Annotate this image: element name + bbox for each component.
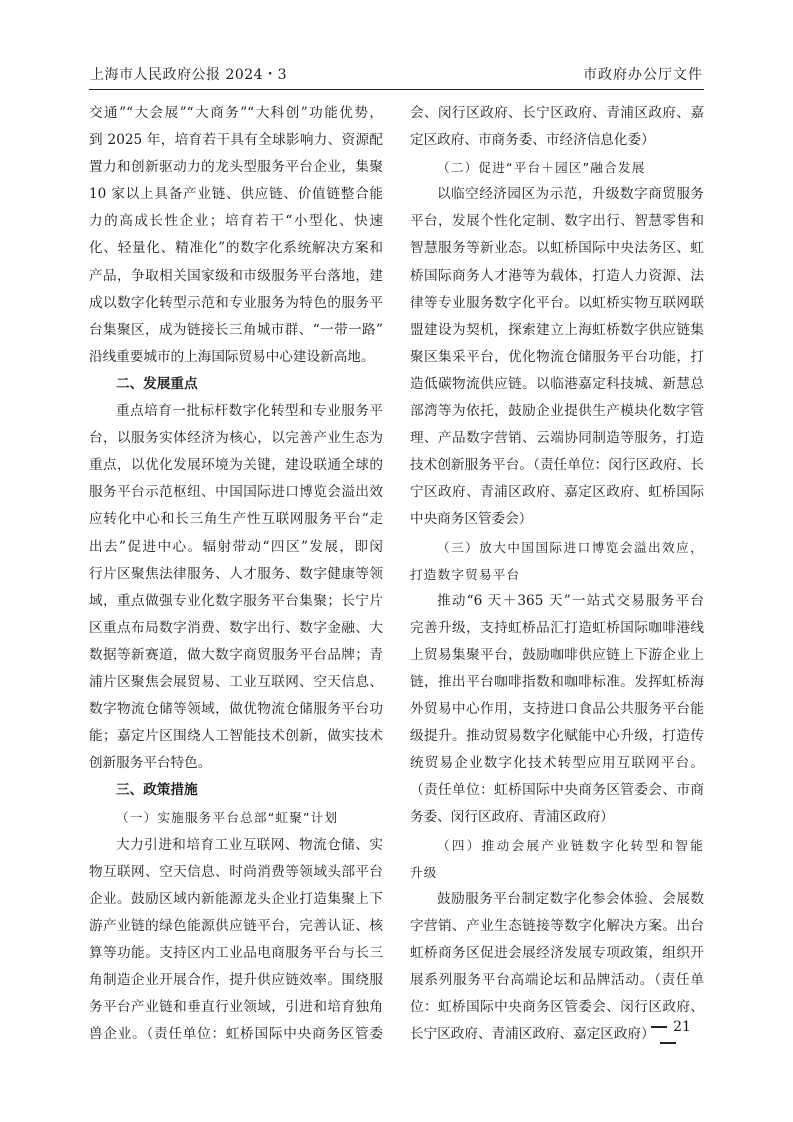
paragraph-first-line: 推动“6 天＋365 天”一站式交易服务平台 <box>437 592 704 609</box>
running-header <box>90 64 703 88</box>
text-line: 链，推出平台咖啡指数和咖啡标准。发挥虹桥海 <box>410 673 704 690</box>
text-line: 位：虹桥国际中央商务区管委会、闵行区政府、 <box>410 999 704 1016</box>
text-line: 数据等新赛道，做大数字商贸服务平台品牌；青 <box>89 646 383 663</box>
paragraph-first-line: 鼓励服务平台制定数字化参会体验、会展数 <box>437 890 704 907</box>
text-line: 产品，争取相关国家级和市级服务平台落地，建 <box>89 267 383 284</box>
text-line: 区重点布局数字消费、数字出行、数字金融、大 <box>89 619 383 636</box>
text-line: 力的高成长性企业；培育若干“小型化、快速 <box>89 213 383 230</box>
header-rule <box>89 89 704 90</box>
section-title: 市政府办公厅文件 <box>583 67 703 83</box>
text-line: 外贸易中心作用，支持进口食品公共服务平台能 <box>410 701 704 718</box>
text-line: 数字物流仓储等领域，做优物流仓储服务平台功 <box>89 701 383 718</box>
subsection-heading: （一）实施服务平台总部“虹聚”计划 <box>116 810 339 826</box>
text-line: 平台，发展个性化定制、数字出行、智慧零售和 <box>410 213 704 230</box>
text-line: （责任单位：虹桥国际中央商务区管委会、市商 <box>410 782 704 799</box>
paragraph-last-line: 长宁区政府、青浦区政府、嘉定区政府） <box>410 1026 655 1043</box>
subsection-heading-cont: 升级 <box>410 864 438 880</box>
text-line: 兽企业。（责任单位：虹桥国际中央商务区管委 <box>89 1026 383 1043</box>
text-line: 桥国际商务人才港等为载体，打造人力资源、法 <box>410 267 704 284</box>
text-line: 盟建设为契机，探索建立上海虹桥数字供应链集 <box>410 321 704 338</box>
text-line: 宁区政府、青浦区政府、嘉定区政府、虹桥国际 <box>410 484 704 501</box>
text-line: 统贸易企业数字化技术转型应用互联网平台。 <box>410 755 704 772</box>
text-line: 聚区集采平台，优化物流仓储服务平台功能，打 <box>410 348 704 365</box>
paragraph-first-line: 以临空经济园区为示范，升级数字商贸服务 <box>437 186 704 203</box>
text-line: 智慧服务等新业态。以虹桥国际中央法务区、虹 <box>410 240 704 257</box>
paragraph-last-line: 创新服务平台特色。 <box>89 755 212 772</box>
text-line: 理、产品数字营销、云端协同制造等服务，打造 <box>410 430 704 447</box>
text-line: 企业。鼓励区域内新能源龙头企业打造集聚上下 <box>89 890 383 907</box>
paragraph-last-line: 务委、闵行区政府、青浦区政府） <box>410 809 614 826</box>
paragraph-last-line: 中央商务区管委会） <box>410 511 533 528</box>
paragraph-first-line: 重点培育一批标杆数字化转型和专业服务平 <box>116 403 383 420</box>
text-line: 能；嘉定片区围绕人工智能技术创新，做实技术 <box>89 728 383 745</box>
text-line: 上贸易集聚平台，鼓励咖啡供应链上下游企业上 <box>410 646 704 663</box>
text-line: 物互联网、空天信息、时尚消费等领域头部平台 <box>89 863 383 880</box>
text-line: 交通”“大会展”“大商务”“大科创”功能优势， <box>89 105 383 121</box>
text-line: 到 2025 年，培育若干具有全球影响力、资源配 <box>89 132 383 149</box>
text-line: 部湾等为依托，鼓励企业提供生产模块化数字管 <box>410 403 704 420</box>
text-line: 化、轻量化、精准化”的数字化系统解决方案和 <box>89 240 383 257</box>
text-line: 行片区聚焦法律服务、人才服务、数字健康等领 <box>89 565 383 582</box>
section-heading: 三、政策措施 <box>116 782 198 799</box>
text-line: 角制造企业开展合作，提升供应链效率。围绕服 <box>89 972 383 988</box>
dash-right <box>660 1042 676 1044</box>
paragraph-last-line: 定区政府、市商务委、市经济信息化委） <box>410 132 655 149</box>
text-line: 展系列服务平台高端论坛和品牌活动。（责任单 <box>410 972 704 988</box>
text-line: 浦片区聚焦会展贸易、工业互联网、空天信息、 <box>89 673 383 690</box>
text-line: 完善升级，支持虹桥品汇打造虹桥国际咖啡港线 <box>410 619 704 636</box>
text-line: 律等专业服务数字化平台。以虹桥实物互联网联 <box>410 294 704 311</box>
left-column <box>89 100 383 1048</box>
subsection-heading: （三）放大中国国际进口博览会溢出效应， <box>437 539 704 555</box>
text-line: 域，重点做强专业化数字服务平台集聚；长宁片 <box>89 592 383 609</box>
text-line: 虹桥商务区促进会展经济发展专项政策，组织开 <box>410 944 704 961</box>
text-line: 应转化中心和长三角生产性互联网服务平台“走 <box>89 511 383 528</box>
text-line: 算等功能。支持区内工业品电商服务平台与长三 <box>89 944 383 961</box>
dash-left <box>651 1026 667 1028</box>
text-line: 成以数字化转型示范和专业服务为特色的服务平 <box>89 294 383 311</box>
text-line: 技术创新服务平台。（责任单位：闵行区政府、长 <box>410 457 704 474</box>
text-line: 出去”促进中心。辐射带动“四区”发展，即闵 <box>89 538 383 555</box>
text-line: 台集聚区，成为链接长三角城市群、“一带一路” <box>89 321 383 338</box>
text-line: 级提升。推动贸易数字化赋能中心升级，打造传 <box>410 728 704 745</box>
text-line: 游产业链的绿色能源供应链平台，完善认证、核 <box>89 917 383 934</box>
text-line: 台，以服务实体经济为核心，以完善产业生态为 <box>89 430 383 447</box>
text-line: 会、闵行区政府、长宁区政府、青浦区政府、嘉 <box>410 105 704 121</box>
text-line: 置力和创新驱动力的龙头型服务平台企业，集聚 <box>89 159 383 176</box>
subsection-heading: （二）促进“平台＋园区”融合发展 <box>437 160 646 176</box>
publication-title: 上海市人民政府公报 2024・3 <box>90 67 287 83</box>
paragraph-last-line: 沿线重要城市的上海国际贸易中心建设新高地。 <box>89 348 375 365</box>
right-column <box>410 100 704 1048</box>
page-number: 21 <box>673 1019 691 1035</box>
text-line: 务平台产业链和垂直行业领域，引进和培育独角 <box>89 999 383 1016</box>
subsection-heading: （四）推动会展产业链数字化转型和智能 <box>437 837 704 853</box>
text-line: 服务平台示范枢纽、中国国际进口博览会溢出效 <box>89 484 383 501</box>
text-line: 10 家以上具备产业链、供应链、价值链整合能 <box>89 186 383 203</box>
text-line: 重点，以优化发展环境为关键，建设联通全球的 <box>89 457 383 474</box>
section-heading: 二、发展重点 <box>116 375 198 392</box>
text-line: 造低碳物流供应链。以临港嘉定科技城、新慧总 <box>410 375 704 392</box>
paragraph-first-line: 大力引进和培育工业互联网、物流仓储、实 <box>116 836 383 853</box>
text-line: 字营销、产业生态链接等数字化解决方案。出台 <box>410 917 704 934</box>
subsection-heading-cont: 打造数字贸易平台 <box>410 566 521 582</box>
page-number-footer <box>633 1019 703 1051</box>
